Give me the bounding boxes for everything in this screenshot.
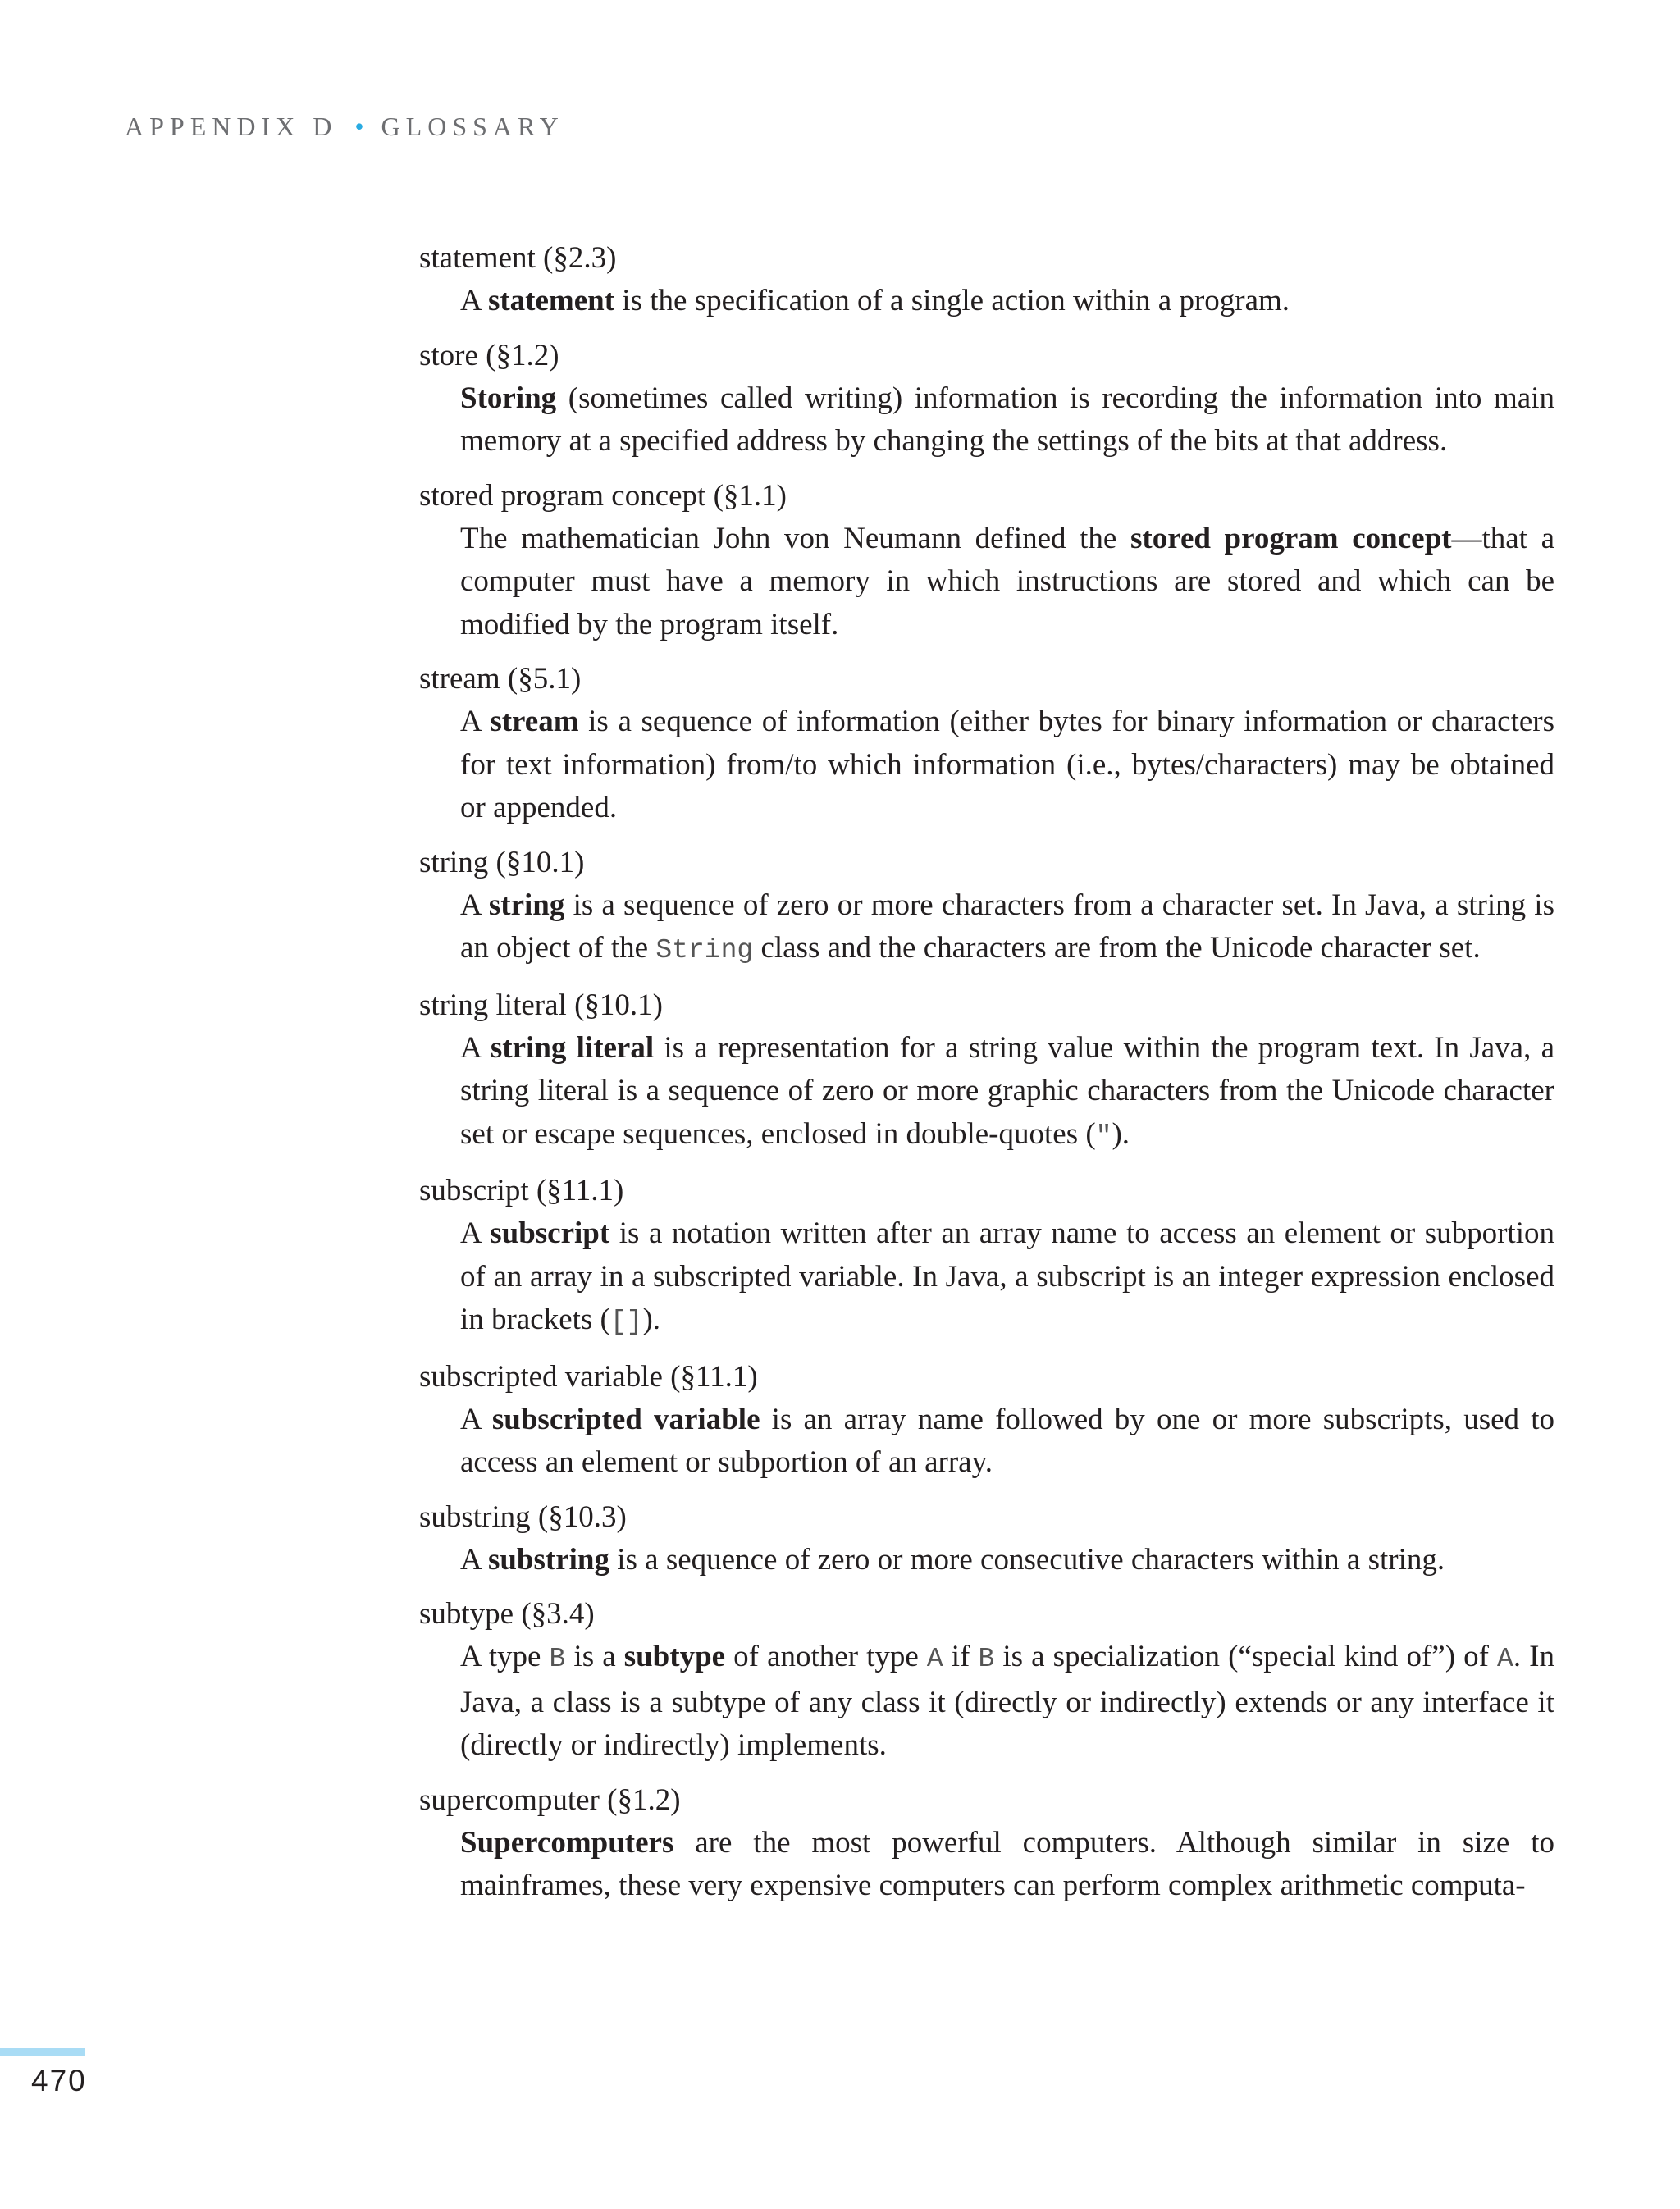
definition-text: A [460, 888, 489, 922]
glossary-term: statement (§2.3) [419, 241, 617, 275]
defined-term: statement [487, 284, 615, 317]
definition-text: —that a computer must have a memory in which instructions are stored and which can be modified by the program itself. [460, 521, 1554, 641]
glossary-entry-stream [419, 658, 1554, 830]
glossary-term: substring (§10.3) [419, 1499, 627, 1534]
glossary-term: supercomputer (§1.2) [419, 1782, 681, 1817]
glossary-definition [419, 280, 1554, 323]
defined-term: stream [490, 705, 579, 738]
page-number: 470 [31, 2064, 87, 2097]
glossary-entry-subscripted-variable [419, 1356, 1554, 1485]
glossary-entry-string [419, 842, 1554, 973]
definition-text: . In Java, a class is a subtype of any class it (directly or indirectly) extends or any interface it (directly or indirectly) implements. [460, 1640, 1554, 1762]
glossary-entry-substring [419, 1496, 1554, 1582]
definition-text: is a sequence of zero or more characters from a character set. In Java, a string is an object of the [460, 888, 1554, 965]
code-text: " [1095, 1120, 1112, 1152]
definition-text: is a representation for a string value within the program text. In Java, a string literal is a sequence of zero or more graphic characters from the Unicode character set or escape sequences, enclosed in double-quotes ( [460, 1030, 1554, 1151]
glossary-entry-store [419, 335, 1554, 463]
glossary-entry-string-literal [419, 984, 1554, 1159]
definition-text: are the most powerful computers. Although similar in size to mainframes, these very expensive computers can perform complex arithmetic computa- [460, 1825, 1554, 1902]
running-head [125, 112, 564, 142]
glossary-term: subscripted variable (§11.1) [419, 1359, 758, 1394]
code-text: [] [609, 1307, 643, 1337]
definition-text: of another type [725, 1640, 927, 1673]
definition-text: A [460, 1216, 491, 1250]
code-text: B [549, 1644, 566, 1674]
definition-text: ). [642, 1303, 661, 1336]
definition-text: ). [1112, 1116, 1130, 1151]
definition-text: (sometimes called writing) information is recording the information into main memory at a specified address by changing the settings of the bits at that address. [460, 381, 1554, 458]
definition-text: The mathematician John von Neumann defined the [460, 521, 1130, 555]
glossary-term: string literal (§10.1) [419, 988, 663, 1022]
glossary-list [419, 237, 1554, 1919]
glossary-term: stored program concept (§1.1) [419, 478, 787, 513]
glossary-term: stream (§5.1) [419, 662, 582, 696]
definition-text: if [943, 1640, 979, 1673]
folio-bar [0, 2048, 85, 2056]
definition-text: class and the characters are from the Unicode character set. [753, 931, 1481, 965]
defined-term: stored program concept [1130, 521, 1452, 555]
glossary-definition [419, 884, 1554, 973]
glossary-definition [419, 1399, 1554, 1485]
definition-text: A [460, 284, 488, 317]
definition-text: A [460, 1542, 488, 1577]
defined-term: string literal [490, 1030, 655, 1065]
definition-text: is a sequence of information (either bytes for binary information or characters for text information) from/to which information (i.e., bytes/characters) may be obtained or appended. [460, 705, 1554, 824]
code-text: String [655, 935, 754, 965]
definition-text: is a specialization (“special kind of”) of [994, 1640, 1498, 1673]
bullet-separator: • [354, 112, 364, 141]
running-head-appendix: APPENDIX D [125, 112, 338, 141]
glossary-definition [419, 377, 1554, 463]
glossary-term: store (§1.2) [419, 338, 559, 372]
definition-text: A [460, 1402, 492, 1436]
defined-term: Storing [460, 381, 557, 415]
glossary-entry-stored-program-concept [419, 475, 1554, 647]
glossary-definition [419, 701, 1554, 830]
glossary-definition [419, 1539, 1554, 1582]
defined-term: Supercomputers [460, 1825, 674, 1860]
defined-term: subscript [490, 1216, 610, 1250]
defined-term: string [488, 888, 565, 922]
definition-text: is an array name followed by one or more subscripts, used to access an element or subportion of an array. [460, 1402, 1554, 1479]
glossary-term: subtype (§3.4) [419, 1597, 595, 1631]
code-text: A [926, 1644, 943, 1674]
glossary-entry-supercomputer [419, 1779, 1554, 1908]
glossary-definition [419, 1636, 1554, 1768]
definition-text: A [460, 705, 491, 738]
glossary-definition [419, 1212, 1554, 1344]
glossary-entry-subtype [419, 1593, 1554, 1768]
code-text: B [978, 1644, 995, 1674]
running-head-section: GLOSSARY [381, 112, 564, 141]
glossary-term: subscript (§11.1) [419, 1174, 624, 1207]
defined-term: substring [487, 1542, 609, 1577]
defined-term: subscripted variable [491, 1402, 760, 1436]
glossary-term: string (§10.1) [419, 845, 585, 879]
definition-text: is the specification of a single action within a program. [614, 284, 1290, 317]
definition-text: is a notation written after an array name to access an element or subportion of an array in a subscripted variable. In Java, a subscript is an integer expression enclosed in brackets ( [460, 1216, 1554, 1336]
definition-text: A [460, 1030, 491, 1065]
glossary-entry-subscript [419, 1170, 1554, 1344]
glossary-entry-statement [419, 237, 1554, 323]
glossary-definition [419, 1822, 1554, 1908]
definition-text: is a sequence of zero or more consecutive characters within a string. [609, 1542, 1445, 1577]
definition-text: is a [565, 1640, 624, 1673]
glossary-definition [419, 518, 1554, 647]
code-text: A [1497, 1644, 1513, 1674]
glossary-definition [419, 1027, 1554, 1159]
defined-term: subtype [623, 1640, 726, 1673]
definition-text: A type [460, 1640, 550, 1673]
